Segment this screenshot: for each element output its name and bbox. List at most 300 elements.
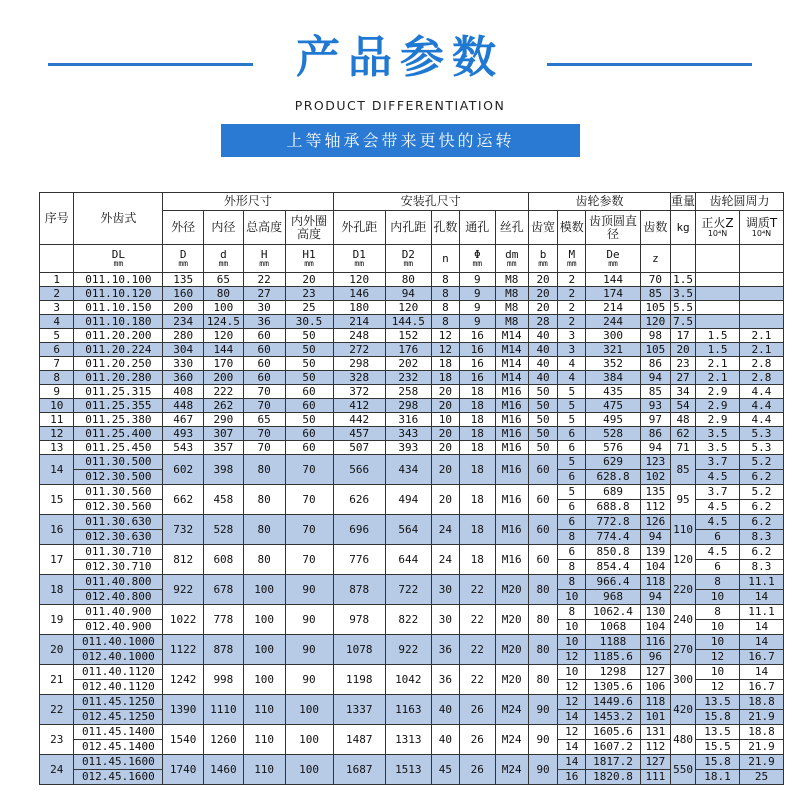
cell-thread: M8 [495,287,528,301]
cell-teeth: 97 [640,413,670,427]
cell-dm: M16 [495,485,528,515]
cell-D: 1390 [163,695,204,725]
cell-D: 1122 [163,635,204,665]
header-teeth: 齿数 [640,211,670,245]
header-normalized [696,211,740,245]
cell-outer-d: 160 [163,287,204,301]
cell-D: 602 [163,455,204,485]
cell-force-z: 12 [696,650,740,665]
cell-outer-d: 448 [163,399,204,413]
cell-module: 2 [558,315,586,329]
header-mount-holes: 安装孔尺寸 [333,193,528,211]
table-row [40,329,784,343]
cell-D: 1740 [163,755,204,785]
cell-force-t: 6.2 [739,500,783,515]
symbol-D [163,245,204,273]
cell-outer-d: 543 [163,441,204,455]
cell-force-z: 2.1 [696,357,740,371]
cell-weight: 220 [671,575,696,605]
cell-thread: M14 [495,343,528,357]
unit-mm: mm [304,259,314,269]
cell-force-t [739,315,783,329]
cell-inner-d: 307 [204,427,244,441]
symbol-T-blank [739,245,783,273]
cell-force-t: 2.8 [739,357,783,371]
cell-inner-hole: 232 [385,371,431,385]
cell-outer-d: 330 [163,357,204,371]
cell-inner-hole: 202 [385,357,431,371]
cell-type: 011.40.1000 [74,635,163,650]
cell-module: 12 [558,650,586,665]
cell-force-z: 8 [696,605,740,620]
cell-width: 40 [528,371,557,385]
header-outer-hole-pitch: 外孔距 [333,211,385,245]
cell-H1: 70 [285,455,333,485]
cell-ring-height: 30.5 [285,315,333,329]
cell-module: 8 [558,605,586,620]
cell-teeth: 94 [640,441,670,455]
cell-no: 4 [40,315,74,329]
cell-outer-hole: 507 [333,441,385,455]
cell-no: 5 [40,329,74,343]
cell-D2: 1313 [385,725,431,755]
cell-D1: 1078 [333,635,385,665]
header-tooth-width: 齿宽 [528,211,557,245]
cell-force-t: 2.1 [739,343,783,357]
cell-type: 011.20.224 [74,343,163,357]
cell-thread: M8 [495,315,528,329]
cell-hole-count: 20 [431,427,459,441]
table-row [40,665,784,680]
cell-D1: 566 [333,455,385,485]
cell-tip-d: 528 [586,427,640,441]
cell-tip-d: 435 [586,385,640,399]
symbol-H [243,245,285,273]
cell-tip-d: 475 [586,399,640,413]
cell-dm: M20 [495,575,528,605]
cell-type: 011.45.1400 [74,725,163,740]
cell-width: 20 [528,301,557,315]
cell-force-z: 13.5 [696,695,740,710]
cell-tip-d: 1607.2 [586,740,640,755]
cell-no: 7 [40,357,74,371]
symbol-dl [74,245,163,273]
cell-outer-hole: 412 [333,399,385,413]
cell-width: 20 [528,287,557,301]
cell-b: 60 [528,455,557,485]
symbol-D1 [333,245,385,273]
cell-outer-d: 408 [163,385,204,399]
table-row [40,413,784,427]
table-row [40,301,784,315]
cell-d: 778 [204,605,244,635]
cell-weight: 27 [671,371,696,385]
cell-width: 40 [528,357,557,371]
cell-D2: 822 [385,605,431,635]
symbol-kg-blank [671,245,696,273]
cell-height: 60 [243,357,285,371]
cell-n: 40 [431,725,459,755]
cell-weight: 110 [671,515,696,545]
cell-inner-hole: 258 [385,385,431,399]
cell-tip-d: 174 [586,287,640,301]
cell-force-t: 11.1 [739,575,783,590]
cell-force-t [739,273,783,287]
cell-force-z: 12 [696,680,740,695]
cell-teeth: 94 [640,371,670,385]
cell-inner-d: 144 [204,343,244,357]
cell-type: 011.25.315 [74,385,163,399]
cell-inner-d: 262 [204,399,244,413]
cell-force-t: 18.8 [739,725,783,740]
cell-d: 678 [204,575,244,605]
cell-no: 22 [40,695,74,725]
cell-outer-hole: 457 [333,427,385,441]
cell-type: 011.30.710 [74,545,163,560]
cell-H: 80 [243,515,285,545]
table-row [40,427,784,441]
cell-teeth: 120 [640,315,670,329]
cell-inner-hole: 80 [385,273,431,287]
cell-weight: 7.5 [671,315,696,329]
cell-dm: M20 [495,605,528,635]
cell-D1: 626 [333,485,385,515]
cell-weight: 71 [671,441,696,455]
cell-D: 1540 [163,725,204,755]
cell-H: 100 [243,575,285,605]
symbol-d [204,245,244,273]
cell-tip-d: 774.4 [586,530,640,545]
header-weight: 重量 [671,193,696,211]
cell-height: 60 [243,329,285,343]
header-type: 外齿式 [74,193,163,245]
cell-b: 90 [528,725,557,755]
symbol-D-label: D [179,247,187,261]
cell-n: 30 [431,605,459,635]
symbol-phi-label: Φ [473,247,481,261]
header-no: 序号 [40,193,74,245]
cell-force-t: 8.3 [739,560,783,575]
cell-height: 70 [243,399,285,413]
cell-height: 36 [243,315,285,329]
cell-phi: 18 [460,455,496,485]
cell-module: 6 [558,427,586,441]
cell-ring-height: 20 [285,273,333,287]
cell-weight: 240 [671,605,696,635]
symbol-Z-blank [696,245,740,273]
symbol-blank [40,245,74,273]
cell-force-z: 15.8 [696,710,740,725]
cell-tip-d: 688.8 [586,500,640,515]
cell-H1: 70 [285,545,333,575]
symbol-d-label: d [220,247,227,261]
header-gear-params: 齿轮参数 [528,193,670,211]
cell-teeth: 85 [640,287,670,301]
cell-b: 80 [528,635,557,665]
cell-hole-count: 8 [431,287,459,301]
cell-outer-hole: 146 [333,287,385,301]
header-outer-dims: 外形尺寸 [163,193,333,211]
cell-tip-d: 576 [586,441,640,455]
cell-force-z: 2.9 [696,385,740,399]
header-ring-height: 内外圈高度 [285,211,333,245]
cell-outer-hole: 120 [333,273,385,287]
cell-type: 012.40.1000 [74,650,163,665]
cell-ring-height: 50 [285,371,333,385]
cell-type: 011.25.380 [74,413,163,427]
cell-tip-d: 854.4 [586,560,640,575]
header-tempered-label: 调质T [745,216,778,230]
cell-outer-hole: 328 [333,371,385,385]
cell-phi: 26 [460,755,496,785]
cell-D: 922 [163,575,204,605]
table-row [40,755,784,770]
cell-thread: M14 [495,329,528,343]
cell-force-z: 1.5 [696,329,740,343]
cell-no: 23 [40,725,74,755]
cell-n: 45 [431,755,459,785]
cell-type: 012.40.1120 [74,680,163,695]
table-row [40,605,784,620]
cell-weight: 17 [671,329,696,343]
cell-module: 8 [558,530,586,545]
cell-weight: 34 [671,385,696,399]
cell-H: 100 [243,605,285,635]
cell-type: 011.30.560 [74,485,163,500]
table-row [40,357,784,371]
header-normalized-unit: 10⁴N [707,228,728,238]
cell-force-z: 4.5 [696,500,740,515]
cell-tip-d: 628.8 [586,470,640,485]
cell-type: 012.40.900 [74,620,163,635]
cell-teeth: 104 [640,560,670,575]
cell-hole-count: 8 [431,315,459,329]
cell-module: 14 [558,740,586,755]
cell-module: 2 [558,273,586,287]
cell-b: 60 [528,545,557,575]
cell-outer-hole: 272 [333,343,385,357]
cell-no: 18 [40,575,74,605]
cell-force-t: 21.9 [739,755,783,770]
cell-force-t [739,301,783,315]
cell-teeth: 118 [640,575,670,590]
cell-b: 80 [528,575,557,605]
cell-H1: 90 [285,665,333,695]
cell-teeth: 102 [640,470,670,485]
cell-force-t: 4.4 [739,385,783,399]
cell-no: 17 [40,545,74,575]
cell-dm: M16 [495,515,528,545]
cell-force-t: 14 [739,635,783,650]
cell-d: 1460 [204,755,244,785]
cell-thread: M16 [495,441,528,455]
symbol-z: z [640,245,670,273]
symbol-dl-label: DL [111,247,125,261]
cell-d: 458 [204,485,244,515]
cell-phi: 22 [460,605,496,635]
symbol-H-label: H [260,247,268,261]
cell-H: 100 [243,635,285,665]
unit-mm: mm [259,259,269,269]
cell-D1: 1487 [333,725,385,755]
cell-type: 011.45.1250 [74,695,163,710]
cell-width: 50 [528,385,557,399]
cell-through-hole: 9 [460,315,496,329]
cell-weight: 480 [671,725,696,755]
cell-force-z: 3.7 [696,485,740,500]
symbol-D2 [385,245,431,273]
cell-outer-d: 467 [163,413,204,427]
cell-type: 011.10.120 [74,287,163,301]
cell-force-t: 4.4 [739,413,783,427]
cell-thread: M16 [495,399,528,413]
cell-tip-d: 1817.2 [586,755,640,770]
cell-teeth: 139 [640,545,670,560]
symbol-De-label: De [606,247,620,261]
unit-mm: mm [506,259,517,269]
cell-no: 14 [40,455,74,485]
cell-b: 60 [528,485,557,515]
cell-n: 24 [431,545,459,575]
cell-no: 15 [40,485,74,515]
cell-type: 011.40.900 [74,605,163,620]
cell-b: 80 [528,605,557,635]
cell-force-z: 10 [696,620,740,635]
cell-D: 732 [163,515,204,545]
cell-ring-height: 25 [285,301,333,315]
cell-module: 10 [558,635,586,650]
cell-weight: 120 [671,545,696,575]
cell-H: 110 [243,695,285,725]
cell-tip-d: 689 [586,485,640,500]
cell-no: 8 [40,371,74,385]
symbol-D2-label: D2 [401,247,415,261]
cell-D2: 722 [385,575,431,605]
cell-tip-d: 1068 [586,620,640,635]
cell-inner-d: 357 [204,441,244,455]
header-hole-count: 孔数 [431,211,459,245]
cell-tip-d: 1298 [586,665,640,680]
cell-thread: M16 [495,427,528,441]
cell-n: 24 [431,515,459,545]
cell-force-t: 2.8 [739,371,783,385]
cell-type: 011.25.355 [74,399,163,413]
cell-D1: 878 [333,575,385,605]
cell-module: 3 [558,343,586,357]
cell-ring-height: 50 [285,343,333,357]
cell-phi: 22 [460,635,496,665]
cell-teeth: 93 [640,399,670,413]
cell-n: 20 [431,485,459,515]
cell-outer-d: 135 [163,273,204,287]
cell-thread: M8 [495,273,528,287]
cell-tip-d: 968 [586,590,640,605]
cell-H: 80 [243,545,285,575]
cell-D2: 434 [385,455,431,485]
cell-weight: 23 [671,357,696,371]
cell-teeth: 127 [640,665,670,680]
cell-width: 28 [528,315,557,329]
cell-teeth: 126 [640,515,670,530]
symbol-b [528,245,557,273]
header-thread-hole: 丝孔 [495,211,528,245]
cell-module: 10 [558,590,586,605]
cell-d: 608 [204,545,244,575]
cell-module: 6 [558,500,586,515]
cell-phi: 22 [460,665,496,695]
header-inner-hole-pitch: 内孔距 [385,211,431,245]
table-row [40,695,784,710]
cell-H1: 90 [285,575,333,605]
cell-tip-d: 244 [586,315,640,329]
cell-inner-d: 200 [204,371,244,385]
cell-D2: 564 [385,515,431,545]
cell-force-t: 5.3 [739,441,783,455]
cell-outer-d: 360 [163,371,204,385]
cell-force-t: 5.2 [739,455,783,470]
cell-tip-d: 1185.6 [586,650,640,665]
table-row [40,315,784,329]
cell-force-t: 18.8 [739,695,783,710]
cell-force-t [739,287,783,301]
cell-teeth: 118 [640,695,670,710]
cell-teeth: 96 [640,650,670,665]
cell-outer-d: 200 [163,301,204,315]
cell-d: 398 [204,455,244,485]
cell-tip-d: 1449.6 [586,695,640,710]
table-row [40,575,784,590]
unit-mm: mm [472,259,483,269]
cell-ring-height: 60 [285,385,333,399]
cell-D1: 696 [333,515,385,545]
cell-no: 19 [40,605,74,635]
cell-teeth: 111 [640,770,670,785]
table-row [40,273,784,287]
cell-through-hole: 9 [460,273,496,287]
cell-d: 998 [204,665,244,695]
cell-force-z: 8 [696,575,740,590]
cell-thread: M14 [495,371,528,385]
cell-no: 20 [40,635,74,665]
cell-tip-d: 321 [586,343,640,357]
cell-D1: 1337 [333,695,385,725]
slogan-banner: 上等轴承会带来更快的运转 [221,124,580,157]
cell-force-t: 6.2 [739,515,783,530]
cell-module: 6 [558,545,586,560]
cell-ring-height: 50 [285,329,333,343]
cell-through-hole: 9 [460,287,496,301]
symbol-D1-label: D1 [352,247,366,261]
cell-outer-hole: 442 [333,413,385,427]
header-tempered-unit: 10⁴N [751,228,772,238]
cell-module: 6 [558,470,586,485]
cell-type: 011.10.100 [74,273,163,287]
cell-height: 22 [243,273,285,287]
cell-inner-hole: 176 [385,343,431,357]
cell-force-z: 18.1 [696,770,740,785]
page-title: 产品参数 [296,32,504,83]
cell-height: 60 [243,343,285,357]
cell-tip-d: 214 [586,301,640,315]
cell-d: 528 [204,515,244,545]
cell-module: 3 [558,329,586,343]
unit-mm: mm [218,259,229,269]
cell-outer-hole: 298 [333,357,385,371]
cell-type: 011.20.250 [74,357,163,371]
cell-tip-d: 629 [586,455,640,470]
cell-weight: 54 [671,399,696,413]
symbol-b-label: b [539,247,547,261]
